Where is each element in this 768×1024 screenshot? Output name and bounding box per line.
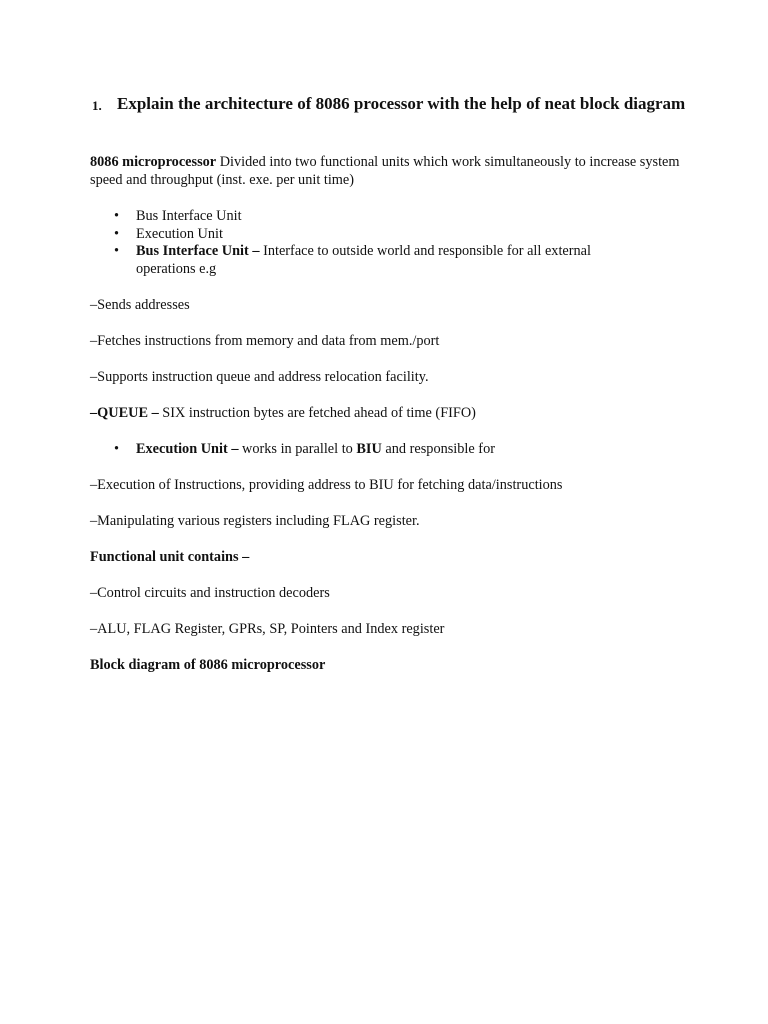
eu-text-b: and responsible for xyxy=(381,441,495,457)
intro-bold-term: 8086 microprocessor xyxy=(90,154,217,170)
queue-line xyxy=(90,404,476,422)
block-diagram-heading xyxy=(90,656,325,674)
question-heading xyxy=(92,93,692,114)
eu-text-a: works in parallel to xyxy=(238,441,357,457)
bullet-icon: • xyxy=(114,208,120,224)
bullet-item-eu-description xyxy=(114,440,644,458)
bullet-item-eu xyxy=(114,225,644,243)
bullet-text xyxy=(136,242,644,278)
intro-paragraph xyxy=(90,153,680,189)
biu-bold-label: Bus Interface Unit – xyxy=(136,243,260,259)
biu-line-supports: –Supports instruction queue and address relocation facility. xyxy=(90,369,429,385)
functional-unit-heading xyxy=(90,548,249,566)
functional-unit-heading-text: Functional unit contains – xyxy=(90,549,250,565)
eu-bold-label: Execution Unit – xyxy=(136,441,239,457)
bullet-item-biu-description xyxy=(114,242,644,278)
intro-text: Divided into two functional units which work simultaneously to increase system speed and throughput (inst. exe. per unit time) xyxy=(90,154,680,188)
bullet-text: Bus Interface Unit xyxy=(136,208,242,224)
bullet-text: Execution Unit xyxy=(136,226,223,242)
biu-line-fetches: –Fetches instructions from memory and data from mem./port xyxy=(90,333,440,349)
functional-unit-line-control: –Control circuits and instruction decoders xyxy=(90,585,330,601)
eu-line-manipulating: –Manipulating various registers including FLAG register. xyxy=(90,513,420,529)
biu-line-sends-addresses: –Sends addresses xyxy=(90,297,190,313)
eu-line-execution: –Execution of Instructions, providing address to BIU for fetching data/instructions xyxy=(90,477,563,493)
queue-text: SIX instruction bytes are fetched ahead of time (FIFO) xyxy=(158,405,476,421)
eu-biu-bold: BIU xyxy=(356,441,382,457)
queue-label: –QUEUE – xyxy=(90,405,159,421)
block-diagram-heading-text: Block diagram of 8086 microprocessor xyxy=(90,657,326,673)
biu-description: Interface to outside world and responsible for all external operations e.g xyxy=(136,243,591,277)
question-title: Explain the architecture of 8086 processor with the help of neat block diagram xyxy=(117,94,686,113)
bullet-text xyxy=(136,440,644,458)
functional-unit-line-alu: –ALU, FLAG Register, GPRs, SP, Pointers and Index register xyxy=(90,621,445,637)
bullet-icon: • xyxy=(114,441,120,457)
question-number: 1. xyxy=(92,98,102,113)
bullet-icon: • xyxy=(114,243,120,259)
bullet-item-biu xyxy=(114,207,644,225)
bullet-icon: • xyxy=(114,226,120,242)
